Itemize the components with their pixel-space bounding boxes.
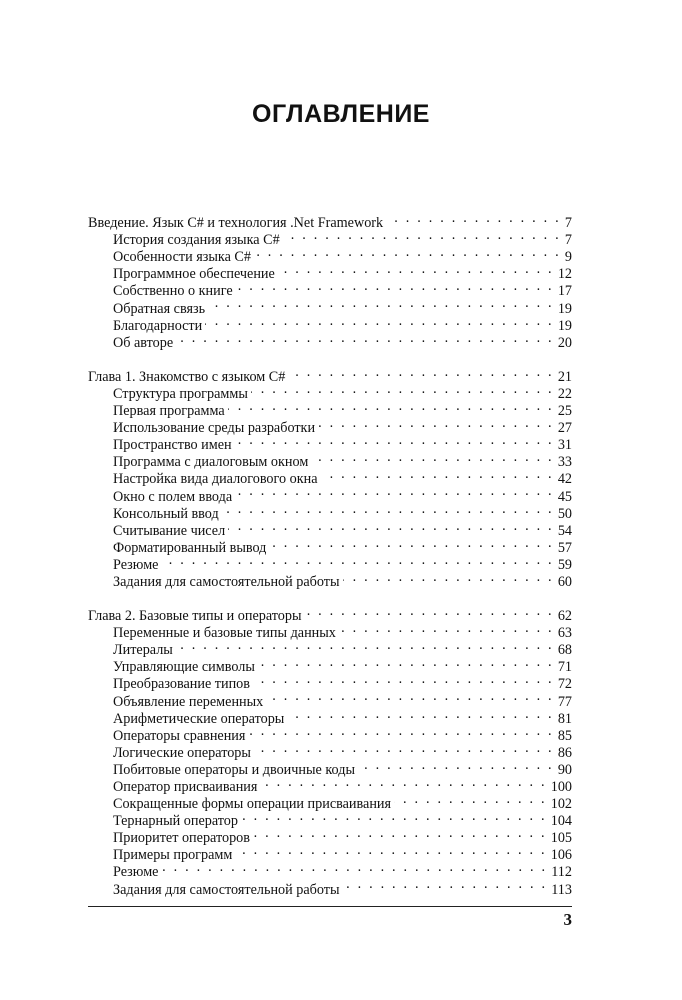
dot-leader [260,774,546,791]
toc-entry-title: Консольный ввод [113,505,219,522]
toc-entry-title: Особенности языка C# [113,249,251,266]
dot-leader [253,671,554,688]
toc-entry-page: 62 [557,608,572,625]
toc-entry-title: Приоритет операторов [113,830,250,847]
toc-entry-page: 42 [557,471,572,488]
dot-leader [208,295,554,312]
dot-leader [278,261,554,278]
table-of-contents [88,210,572,898]
toc-entry-page: 60 [557,573,572,590]
toc-entry-page: 7 [564,232,572,249]
dot-leader [283,227,561,244]
toc-entry-title: Резюме [113,556,159,573]
dot-leader [311,449,554,466]
toc-entry-title: Считывание чисел [113,522,226,539]
toc-entry-page: 68 [557,642,572,659]
footer-rule [88,906,572,907]
page-title: ОГЛАВЛЕНИЕ [252,100,430,128]
toc-entry-title: Благодарности [113,317,203,334]
toc-entry-title: Использование среды разработки [113,420,316,437]
toc-entry-title: Форматированный вывод [113,539,267,556]
dot-leader [235,432,554,449]
toc-entry-page: 113 [551,881,572,898]
toc-entry [88,859,572,881]
dot-leader [287,706,553,723]
dot-leader [176,637,554,654]
toc-entry-page: 45 [557,488,572,505]
toc-entry-page: 25 [557,403,572,420]
dot-leader [253,825,547,842]
toc-entry-title: Логические операторы [113,744,251,761]
toc-entry-page: 27 [557,420,572,437]
toc-entry-title: Первая программа [113,403,225,420]
toc-entry-title: Переменные и базовые типы данных [113,625,336,642]
toc-entry-title: История создания языка C# [113,232,280,249]
toc-entry-title: Обратная связь [113,300,206,317]
toc-entry-page: 63 [557,625,572,642]
toc-entry-page: 54 [557,522,572,539]
dot-leader [248,723,553,740]
dot-leader [236,278,554,295]
dot-leader [176,330,554,347]
toc-entry-page: 33 [557,454,572,471]
dot-leader [321,466,554,483]
toc-entry-page: 85 [557,727,572,744]
toc-entry-page: 71 [557,659,572,676]
toc-entry-page: 22 [557,385,572,402]
toc-section-heading [88,603,572,625]
toc-entry-title: Глава 2. Базовые типы и операторы [88,608,302,625]
dot-leader [228,398,554,415]
toc-entry-title: Тернарный оператор [113,813,238,830]
dot-leader [339,620,554,637]
toc-entry-page: 31 [557,437,572,454]
toc-entry-page: 9 [564,249,572,266]
dot-leader [266,688,554,705]
toc-entry-page: 81 [557,710,572,727]
toc-entry-title: Оператор присваивания [113,779,258,795]
toc-entry-title: Программа с диалоговым окном [113,454,309,471]
toc-entry-title: Глава 1. Знакомство с языком C# [88,368,286,385]
toc-entry-page: 100 [550,779,572,795]
toc-entry-page: 112 [551,864,572,881]
dot-leader [228,518,554,535]
toc-entry-page: 59 [557,556,572,573]
toc-entry-page: 20 [557,334,572,351]
toc-section-heading [88,364,572,385]
toc-entry-title: Структура программы [113,385,248,402]
dot-leader [235,842,546,859]
toc-entry-title: Сокращенные формы операции присваивания [113,796,392,813]
toc-entry-page: 72 [557,676,572,693]
toc-entry-title: Об авторе [113,334,174,351]
toc-entry-title: Литералы [113,642,173,659]
toc-entry-title: Объявление переменных [113,693,264,710]
toc-entry-page: 7 [564,215,572,232]
toc-entry-title: Примеры программ [113,847,233,864]
toc-entry-page: 19 [557,317,572,334]
toc-entry-page: 105 [550,830,572,847]
dot-leader [222,501,554,518]
toc-entry-page: 21 [557,368,572,385]
dot-leader [205,313,554,330]
toc-entry-title: Программное обеспечение [113,266,275,283]
toc-entry-title: Пространство имен [113,437,232,454]
toc-entry-page: 19 [557,300,572,317]
toc-entry-page: 102 [550,796,572,813]
page-number: 3 [563,910,572,929]
dot-leader [254,740,554,757]
toc-entry-page: 77 [557,693,572,710]
dot-leader [386,210,561,227]
toc-entry-title: Арифметические операторы [113,710,285,727]
toc-entry-title: Управляющие символы [113,659,255,676]
dot-leader [269,535,553,552]
toc-entry-page: 104 [550,813,572,830]
toc-entry-title: Преобразование типов [113,676,250,693]
dot-leader [343,569,554,586]
toc-entry-title: Задания для самостоятельной работы [113,881,340,898]
dot-leader [161,859,547,876]
dot-leader [241,808,547,825]
toc-entry-page: 90 [557,761,572,778]
dot-leader [251,381,554,398]
toc-entry-title: Побитовые операторы и двоичные коды [113,761,355,778]
toc-entry [88,552,572,573]
toc-entry-title: Резюме [113,864,159,881]
dot-leader [161,552,553,569]
dot-leader [254,244,561,261]
toc-entry-page: 57 [557,539,572,556]
toc-entry-page: 106 [550,847,572,864]
dot-leader [318,415,554,432]
toc-entry-title: Настройка вида диалогового окна [113,471,318,488]
toc-entry-title: Окно с полем ввода [113,488,233,505]
dot-leader [394,791,547,808]
dot-leader [343,876,548,893]
toc-entry-title: Задания для самостоятельной работы [113,573,340,590]
dot-leader [235,483,554,500]
toc-entry-title: Операторы сравнения [113,727,246,744]
toc-entry-page: 17 [557,283,572,300]
toc-entry-page: 12 [557,266,572,283]
toc-entry-title: Собственно о книге [113,283,233,300]
dot-leader [358,757,554,774]
dot-leader [258,654,554,671]
toc-entry-page: 86 [557,744,572,761]
toc-entry-page: 50 [557,505,572,522]
toc-section-heading [88,210,572,232]
dot-leader [305,603,554,620]
toc-entry-title: Введение. Язык C# и технология .Net Framework [88,215,384,232]
dot-leader [288,364,553,381]
